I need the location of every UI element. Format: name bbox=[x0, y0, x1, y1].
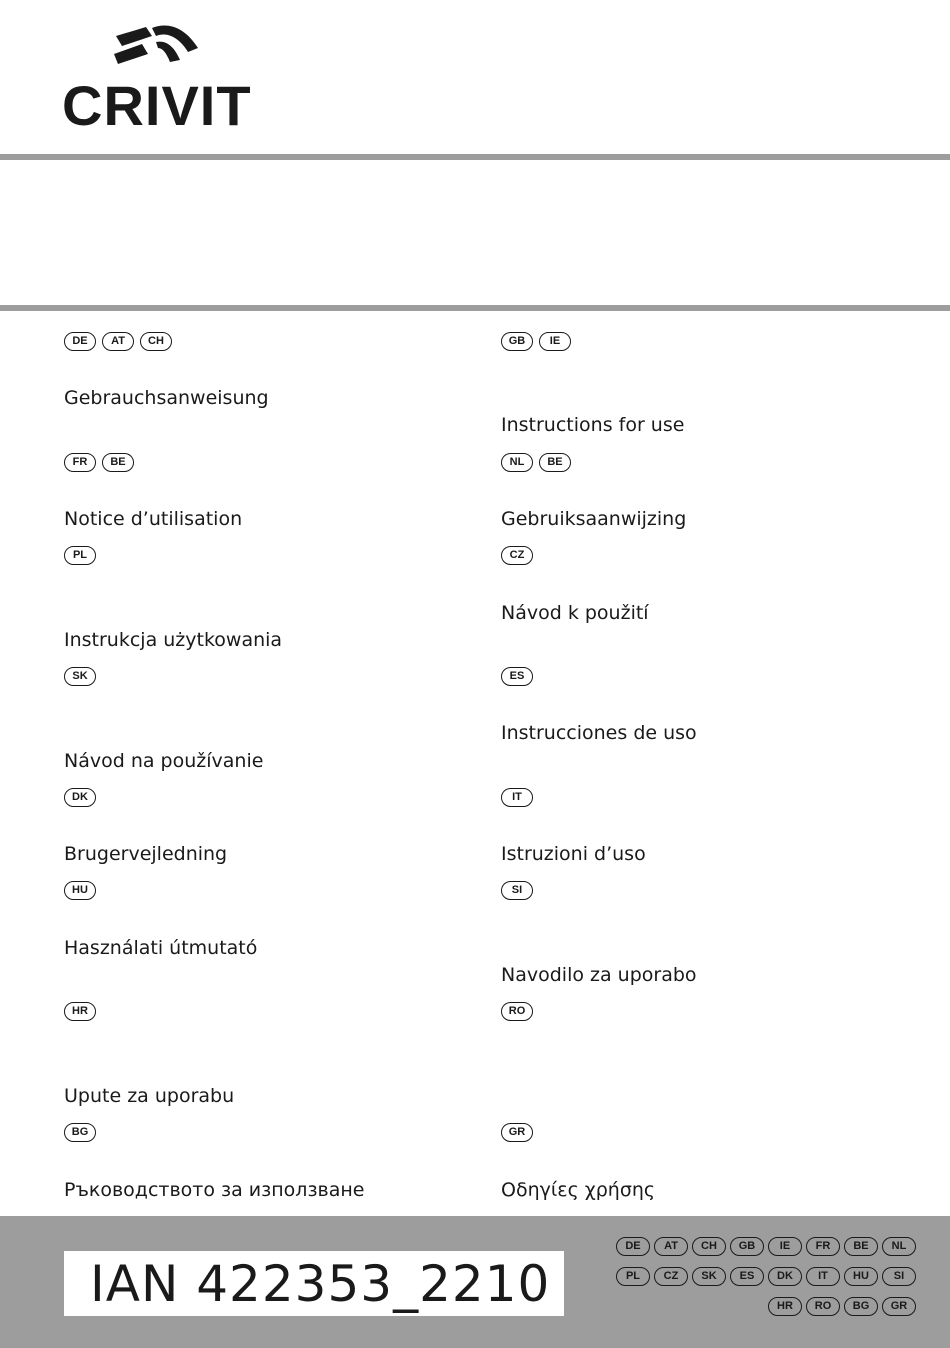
country-badge-at: AT bbox=[102, 332, 134, 351]
manual-title-gb: Instructions for use bbox=[501, 414, 685, 436]
lang-badges-it bbox=[501, 788, 533, 807]
country-badge-bg: BG bbox=[64, 1123, 96, 1142]
brand-wordmark: CRIVIT bbox=[62, 74, 252, 137]
footer-badge: CZ bbox=[654, 1267, 688, 1286]
manual-title-pl: Instrukcja użytkowania bbox=[64, 629, 283, 651]
footer-badge: GR bbox=[882, 1297, 916, 1316]
footer-badge: HR bbox=[768, 1297, 802, 1316]
country-badge-be: BE bbox=[102, 453, 134, 472]
lang-badges-de-at-ch bbox=[64, 332, 172, 351]
manual-title-de: Gebrauchsanweisung bbox=[64, 387, 269, 409]
footer-badge: BG bbox=[844, 1297, 878, 1316]
content-divider bbox=[0, 305, 950, 311]
lang-badges-fr-be bbox=[64, 453, 134, 472]
country-badge-hu: HU bbox=[64, 881, 96, 900]
manual-title-nl: Gebruiksaanwijzing bbox=[501, 508, 687, 530]
country-badge-cz: CZ bbox=[501, 546, 533, 565]
footer-country-codes-row-3 bbox=[768, 1297, 916, 1316]
country-badge-si: SI bbox=[501, 881, 533, 900]
manual-title-bg: Ръководството за използване bbox=[64, 1179, 365, 1201]
country-badge-sk: SK bbox=[64, 667, 96, 686]
lang-badges-dk bbox=[64, 788, 96, 807]
manual-title-dk: Brugervejledning bbox=[64, 843, 228, 865]
country-badge-gb: GB bbox=[501, 332, 533, 351]
footer-badge: SI bbox=[882, 1267, 916, 1286]
lang-badges-si bbox=[501, 881, 533, 900]
crivit-swoosh-icon bbox=[112, 24, 202, 66]
footer-badge: GB bbox=[730, 1237, 764, 1256]
country-badge-pl: PL bbox=[64, 546, 96, 565]
manual-title-it: Istruzioni d’uso bbox=[501, 843, 646, 865]
footer-country-codes-row-2 bbox=[616, 1267, 916, 1286]
lang-badges-ro bbox=[501, 1002, 533, 1021]
country-badge-es: ES bbox=[501, 667, 533, 686]
footer-badge: DE bbox=[616, 1237, 650, 1256]
footer-badge: IT bbox=[806, 1267, 840, 1286]
ian-number: IAN 422353_2210 bbox=[90, 1255, 551, 1313]
country-badge-ie: IE bbox=[539, 332, 571, 351]
lang-badges-gb-ie bbox=[501, 332, 571, 351]
manual-title-cz: Návod k použití bbox=[501, 602, 649, 624]
manual-title-hu: Használati útmutató bbox=[64, 937, 258, 959]
country-badge-de: DE bbox=[64, 332, 96, 351]
footer-badge: BE bbox=[844, 1237, 878, 1256]
country-badge-be: BE bbox=[539, 453, 571, 472]
header-divider bbox=[0, 154, 950, 160]
country-badge-fr: FR bbox=[64, 453, 96, 472]
footer-badge: HU bbox=[844, 1267, 878, 1286]
country-badge-dk: DK bbox=[64, 788, 96, 807]
lang-badges-pl bbox=[64, 546, 96, 565]
manual-title-hr: Upute za uporabu bbox=[64, 1085, 235, 1107]
country-badge-it: IT bbox=[501, 788, 533, 807]
footer-badge: RO bbox=[806, 1297, 840, 1316]
manual-title-gr: Οδηγίες χρήσης bbox=[501, 1179, 656, 1201]
footer-badge: SK bbox=[692, 1267, 726, 1286]
manual-title-sk: Návod na používanie bbox=[64, 750, 264, 772]
country-badge-ch: CH bbox=[140, 332, 172, 351]
footer-badge: DK bbox=[768, 1267, 802, 1286]
lang-badges-cz bbox=[501, 546, 533, 565]
footer-badge: NL bbox=[882, 1237, 916, 1256]
lang-badges-nl-be bbox=[501, 453, 571, 472]
footer-badge: CH bbox=[692, 1237, 726, 1256]
manual-title-si: Navodilo za uporabo bbox=[501, 964, 697, 986]
crivit-logo bbox=[62, 24, 267, 137]
footer-badge: AT bbox=[654, 1237, 688, 1256]
country-badge-nl: NL bbox=[501, 453, 533, 472]
lang-badges-gr bbox=[501, 1123, 533, 1142]
footer-badge: FR bbox=[806, 1237, 840, 1256]
lang-badges-hr bbox=[64, 1002, 96, 1021]
footer-badge: PL bbox=[616, 1267, 650, 1286]
country-badge-ro: RO bbox=[501, 1002, 533, 1021]
lang-badges-sk bbox=[64, 667, 96, 686]
lang-badges-es bbox=[501, 667, 533, 686]
manual-title-es: Instrucciones de uso bbox=[501, 722, 697, 744]
country-badge-gr: GR bbox=[501, 1123, 533, 1142]
ian-box bbox=[64, 1251, 564, 1316]
lang-badges-bg bbox=[64, 1123, 96, 1142]
footer-badge: IE bbox=[768, 1237, 802, 1256]
manual-title-fr: Notice d’utilisation bbox=[64, 508, 243, 530]
footer-badge: ES bbox=[730, 1267, 764, 1286]
country-badge-hr: HR bbox=[64, 1002, 96, 1021]
lang-badges-hu bbox=[64, 881, 96, 900]
footer-country-codes-row-1 bbox=[616, 1237, 916, 1256]
